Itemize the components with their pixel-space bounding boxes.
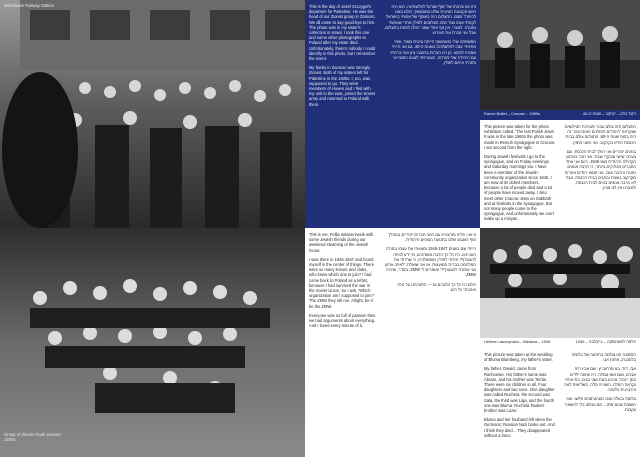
story-paragraph: Everyone was so full of passion then we had arguments about everything. And I loved every minute of it.	[309, 312, 376, 329]
wedding-caption-he: הלמה לסוצינסקה – בייבלבה – 1936	[575, 339, 636, 344]
story-panel-bottom-right-en	[480, 348, 560, 457]
story-paragraph: This is the day of Josef Szczygel's departure for Palestine. He was the head of our Zionist group in Zamosc. We all came to say good-bye to him. The photo was in my sister's collection in Israel. I took this one and some other photographs to Poland after my sister died. Unfortunately, there's nobody I could identify in this photo, but I remember the event.	[309, 4, 376, 62]
wedding-photo	[480, 228, 640, 338]
story-paragraph: This picture was taken at the wedding of Bluma Blumberg, my father's sister.	[484, 352, 553, 363]
story-panel-top-he	[380, 0, 480, 228]
story-panel-right-en	[480, 120, 560, 228]
railway-station-photo	[0, 0, 305, 228]
story-paragraph: בחגים יהודיים אני הולך לבית הכנסת, וגם בערבי שישי ובבקרי שבת. אני חבר בארגון הקהילה היהודית מאז 1945. כיום אני אחד החברים הוותיקים ביותר, כי הרבה אנשים נפטרו והרבה עזבו. אני פוגש יהודים אחרים מקרקוב בשבת ובחגים בבית הכנסת. אבל לא הרבה אנשים באים לבית הכנסת, ולצערנו אין לנו מניין.	[564, 148, 636, 191]
story-paragraph: אבי, דוד, בא מרחובייץ. שם אביו היה אברם, ושם אמו טמלה. היו שישה ילדים בסך הכול, ארבע בנות ושני בנים. בת אחת נקראה רוחלה, השנייה סלה, השלישית לאה והרביעית בלומה.	[564, 366, 636, 393]
story-paragraph: זו אני, פליה וסרצווייג עם כמה חברים יהודיים במהלך סוף השבוע שלנו בתנועת הצופים היהודית.	[388, 232, 476, 243]
ballet-caption-he: רקוד בלט – קרקוב – שנות ה-60	[583, 111, 636, 116]
youth-group-image	[0, 228, 305, 457]
story-paragraph: During Jewish festivals I go to the synagogue, and on Friday evenings and Saturday mornings too. I have been a member of the Jewish community organization since 1945. I am now at its oldest members, because a lot of people died and a lot of people have moved away. I also meet other Cracow Jews on Sabbath and at festivals in the synagogue. But not many people come to the synagogue, and unfortunately we can't make up a minyan.	[484, 154, 554, 222]
story-paragraph: Bluma and her husband left when the Germans; Russian Nazi broke out. And I think they died... They disappeared without a trace.	[484, 417, 555, 438]
story-panel-top-en	[305, 0, 380, 228]
story-panel-bottom-he	[380, 228, 480, 457]
story-panel-bottom-en	[305, 228, 380, 457]
story-paragraph: בלומה ובעלה עזבו כשהגרמנים פלשו. ואני חושבת שהם מתו... הם נעלמו בלי להשאיר עקבות.	[564, 396, 636, 412]
wedding-caption-bar	[480, 338, 640, 348]
story-paragraph: התמונה הזו צולמה בחתונה של בלומה בלומברג, אחות אבי.	[571, 352, 636, 363]
story-paragraph: This picture was taken for the photo exhibition called, 'The last Polish Jews'. It was in the late 1960s the photo was made in Remuh Synagogue in Cracow. I am second from the right.	[484, 124, 556, 150]
ballet-caption-bar	[480, 110, 640, 120]
story-paragraph: My father, Dawid, came from Rachowiec. His father's name was Abram, and his mother was Temla. There were six children in all. Four daughters and two sons. One daughter was called Ruchela, the second was Sala, the third was Laja, and the fourth one was Bluma. Ruchela Tauba's brother was Luzer.	[484, 366, 555, 414]
story-panel-right-he	[560, 120, 640, 228]
railway-photo-image	[0, 0, 305, 228]
story-paragraph: התצלום הזה צולם עבור תערוכת הצילומים שנקראה 'היהודים הפולנים האחרונים'. זה היה בסוף שנות ה-60, התצלום צולם בבית הכנסת רמ"א בקרקוב. אני השני מימין.	[564, 124, 636, 145]
wedding-photo-image	[480, 228, 640, 338]
story-paragraph: I was there in 1946-1947 and found myself in the center of things. There were so many leisure and clubs, who knew which one to join? I had come back to Poland as a leftist, because I had survived the war in the Soviet Union. So I ask, 'Which organization am I supposed to join?' The ZMW they tell me. Alright, be it be the ZMW.	[309, 256, 375, 309]
ballet-photo-image	[480, 0, 640, 110]
story-paragraph: המשפחה שלי בזאמושץ' הייתה ציונית מאוד. שתי אחיותיי עזבו לפלשתינה בשנות ה-30. גם אני הייתי אמורה לנסוע. הן היו חברות בחובבי ציון ואני ברחתי עם היחידה שלי מזרחה, הצטרפתי לצבא הסובייטי וחזרתי איתם לפולין.	[390, 39, 476, 66]
youth-group-caption: Group of Zionist Youth Zamosc 1930s	[4, 432, 62, 442]
ballet-photo	[480, 0, 640, 110]
ballet-caption-en: Dance Ballet – Cracow – 1960s	[484, 111, 541, 116]
railway-photo-caption: Wloclawek Railway Station	[4, 3, 55, 8]
story-panel-bottom-right-he	[560, 348, 640, 457]
story-paragraph: זהו יום עזיבתו של יוסף שצ'יגל לפלשתינה. הוא היה ראש הקבוצה הציונית שלנו בזאמושץ'. כולנו באנו להיפרד ממנו. התצלום היה באוסף של אחותי בישראל. לקחתי אותו ועוד כמה תצלומים לפולין אחרי שאחותי נפטרה. לצערי, אין אף אחד שאני יכולה לזהות בתצלום, אבל אני זוכרת את האירוע.	[384, 4, 476, 36]
story-paragraph: This is me, Fellia Wasserzweik with some Jewish friends during our weekend steaming of the Jewish Scout.	[309, 232, 374, 253]
wedding-caption-en: Hellma Lasocynska – Bielawa – 1936	[484, 339, 551, 344]
story-paragraph: הייתי שם בשנים 1946-1947 ומצאתי את עצמי במרכז העניינים. היו כל כך הרבה מועדונים, מי ידע לאיזה להצטרף? חזרתי לפולין כשמאלנית, כי שרדתי את המלחמה בברית המועצות. אז אני שואלת: 'לאיזה ארגון אני אמורה להצטרף?' ואומרים לי ZMW. בסדר, שיהיה ZMW.	[384, 246, 476, 278]
story-paragraph: כולם היו כל כך נלהבים אז — התווכחנו על הכל. ואהבתי כל רגע.	[396, 281, 476, 292]
story-paragraph: My family in Zamosc was strongly Zionist. Both of my sisters left for Palestine in the 1930s. I, too, was supposed to go. They were members of Hovevi and I fled with my unit to the east, joined the Soviet army and returned to Poland with them.	[309, 65, 375, 107]
youth-group-photo	[0, 228, 305, 457]
